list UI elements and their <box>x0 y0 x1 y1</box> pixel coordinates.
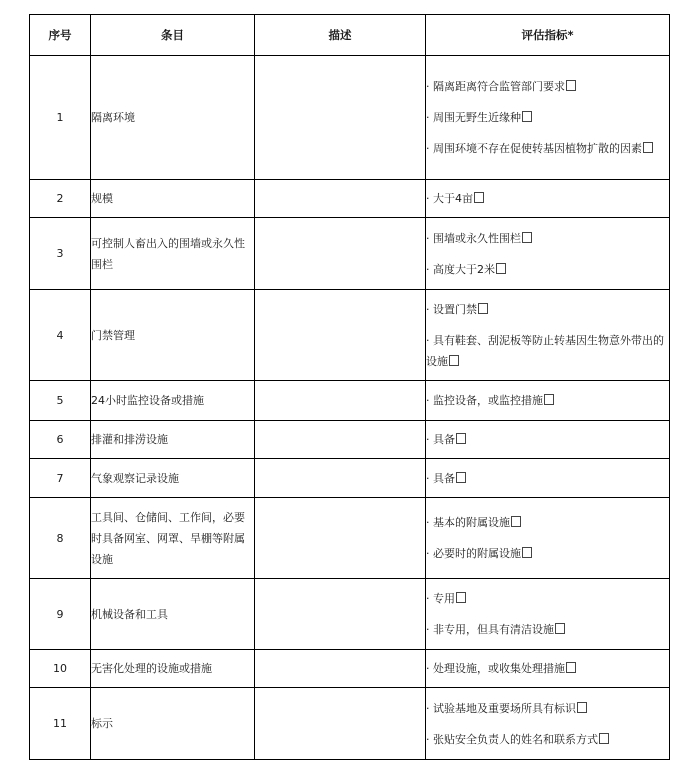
table-row <box>30 421 670 459</box>
indicator-item <box>426 512 669 533</box>
indicator-item <box>426 619 669 640</box>
row-description <box>255 218 426 290</box>
table-row <box>30 218 670 290</box>
header-seq: 序号 <box>30 15 91 56</box>
row-seq: 1 <box>30 56 91 180</box>
row-item: 规模 <box>91 180 255 218</box>
table-row <box>30 290 670 381</box>
table-row <box>30 180 670 218</box>
indicator-item <box>426 76 669 97</box>
indicator-text: 大于4亩 <box>433 192 473 205</box>
checkbox-icon[interactable] <box>555 623 565 634</box>
bullet-icon: · <box>426 662 433 675</box>
bullet-icon: · <box>426 80 433 93</box>
table-row <box>30 56 670 180</box>
checkbox-icon[interactable] <box>522 111 532 122</box>
row-indicators <box>426 381 670 421</box>
checkbox-icon[interactable] <box>522 547 532 558</box>
table-row <box>30 381 670 421</box>
bullet-icon: · <box>426 732 433 746</box>
indicator-item <box>426 658 669 679</box>
row-indicators <box>426 688 670 760</box>
row-description <box>255 498 426 579</box>
indicator-text: 处理设施，或收集处理措施 <box>433 662 565 675</box>
row-description <box>255 459 426 498</box>
indicator-item <box>426 390 669 411</box>
indicator-text: 专用 <box>433 592 455 605</box>
bullet-icon: · <box>426 592 433 605</box>
indicator-item <box>426 330 669 372</box>
indicator-item <box>426 228 669 249</box>
header-desc: 描述 <box>255 15 426 56</box>
table-row <box>30 459 670 498</box>
indicator-item <box>426 729 669 750</box>
indicator-text: 监控设备，或监控措施 <box>433 394 543 407</box>
row-seq: 4 <box>30 290 91 381</box>
row-item: 排灌和排涝设施 <box>91 421 255 459</box>
indicator-text: 基本的附属设施 <box>433 516 510 529</box>
row-indicators <box>426 498 670 579</box>
bullet-icon: · <box>426 231 433 245</box>
indicator-text: 周围无野生近缘种 <box>433 111 521 124</box>
checkbox-icon[interactable] <box>544 394 554 405</box>
bullet-icon: · <box>426 471 433 485</box>
indicator-text: 围墙或永久性围栏 <box>433 231 521 245</box>
checkbox-icon[interactable] <box>478 303 488 314</box>
checkbox-icon[interactable] <box>566 80 576 91</box>
bullet-icon: · <box>426 547 433 560</box>
row-item: 气象观察记录设施 <box>91 459 255 498</box>
table-row <box>30 498 670 579</box>
row-seq: 10 <box>30 650 91 688</box>
bullet-icon: · <box>426 302 433 316</box>
checkbox-icon[interactable] <box>599 733 609 744</box>
checkbox-icon[interactable] <box>456 472 466 483</box>
checkbox-icon[interactable] <box>474 192 484 203</box>
indicator-text: 周围环境不存在促使转基因植物扩散的因素 <box>433 142 642 155</box>
checkbox-icon[interactable] <box>522 232 532 243</box>
indicator-item <box>426 468 669 489</box>
row-indicators <box>426 218 670 290</box>
indicator-item <box>426 138 669 159</box>
row-indicators <box>426 650 670 688</box>
checkbox-icon[interactable] <box>449 355 459 366</box>
indicator-item <box>426 588 669 609</box>
bullet-icon: · <box>426 516 433 529</box>
row-seq: 2 <box>30 180 91 218</box>
bullet-icon: · <box>426 111 433 124</box>
bullet-icon: · <box>426 262 433 276</box>
indicator-text: 隔离距离符合监管部门要求 <box>433 80 565 93</box>
bullet-icon: · <box>426 623 433 636</box>
table-row <box>30 579 670 650</box>
indicator-item <box>426 188 669 209</box>
indicator-text: 张贴安全负责人的姓名和联系方式 <box>433 732 598 746</box>
bullet-icon: · <box>426 142 433 155</box>
checkbox-icon[interactable] <box>456 592 466 603</box>
row-description <box>255 381 426 421</box>
indicator-text: 设置门禁 <box>433 302 477 316</box>
row-item: 隔离环境 <box>91 56 255 180</box>
row-indicators <box>426 459 670 498</box>
row-description <box>255 579 426 650</box>
row-seq: 11 <box>30 688 91 760</box>
table-row <box>30 650 670 688</box>
row-description <box>255 180 426 218</box>
row-description <box>255 290 426 381</box>
row-indicators <box>426 421 670 459</box>
row-seq: 5 <box>30 381 91 421</box>
row-indicators <box>426 579 670 650</box>
row-indicators <box>426 56 670 180</box>
indicator-text: 试验基地及重要场所具有标识 <box>433 701 576 715</box>
row-item: 工具间、仓储间、工作间，必要时具备网室、网罩、旱棚等附属设施 <box>91 498 255 579</box>
indicator-item <box>426 429 669 450</box>
indicator-text: 具有鞋套、刮泥板等防止转基因生物意外带出的设施 <box>426 333 664 368</box>
bullet-icon: · <box>426 433 433 446</box>
indicator-text: 具备 <box>433 433 455 446</box>
bullet-icon: · <box>426 394 433 407</box>
indicator-item <box>426 698 669 719</box>
row-seq: 3 <box>30 218 91 290</box>
bullet-icon: · <box>426 701 433 715</box>
checkbox-icon[interactable] <box>643 142 653 153</box>
indicator-item <box>426 259 669 280</box>
indicator-text: 高度大于2米 <box>433 262 495 276</box>
row-description <box>255 56 426 180</box>
row-item: 可控制人畜出入的围墙或永久性围栏 <box>91 218 255 290</box>
assessment-table <box>29 14 670 760</box>
row-seq: 7 <box>30 459 91 498</box>
table-body <box>30 56 670 760</box>
bullet-icon: · <box>426 333 433 347</box>
indicator-text: 必要时的附属设施 <box>433 547 521 560</box>
table-header <box>30 15 670 56</box>
row-description <box>255 688 426 760</box>
checkbox-icon[interactable] <box>496 263 506 274</box>
row-item: 无害化处理的设施或措施 <box>91 650 255 688</box>
header-item: 条目 <box>91 15 255 56</box>
row-item: 24小时监控设备或措施 <box>91 381 255 421</box>
row-description <box>255 421 426 459</box>
indicator-item <box>426 543 669 564</box>
header-row <box>30 15 670 56</box>
indicator-item <box>426 107 669 128</box>
checkbox-icon[interactable] <box>566 662 576 673</box>
table-row <box>30 688 670 760</box>
checkbox-icon[interactable] <box>577 702 587 713</box>
row-item: 门禁管理 <box>91 290 255 381</box>
header-indicator: 评估指标* <box>426 15 670 56</box>
row-item: 标示 <box>91 688 255 760</box>
indicator-text: 具备 <box>433 471 455 485</box>
row-indicators <box>426 180 670 218</box>
checkbox-icon[interactable] <box>456 433 466 444</box>
indicator-text: 非专用，但具有清洁设施 <box>433 623 554 636</box>
indicator-item <box>426 299 669 320</box>
row-seq: 9 <box>30 579 91 650</box>
row-seq: 6 <box>30 421 91 459</box>
bullet-icon: · <box>426 192 433 205</box>
checkbox-icon[interactable] <box>511 516 521 527</box>
row-item: 机械设备和工具 <box>91 579 255 650</box>
row-description <box>255 650 426 688</box>
row-seq: 8 <box>30 498 91 579</box>
row-indicators <box>426 290 670 381</box>
